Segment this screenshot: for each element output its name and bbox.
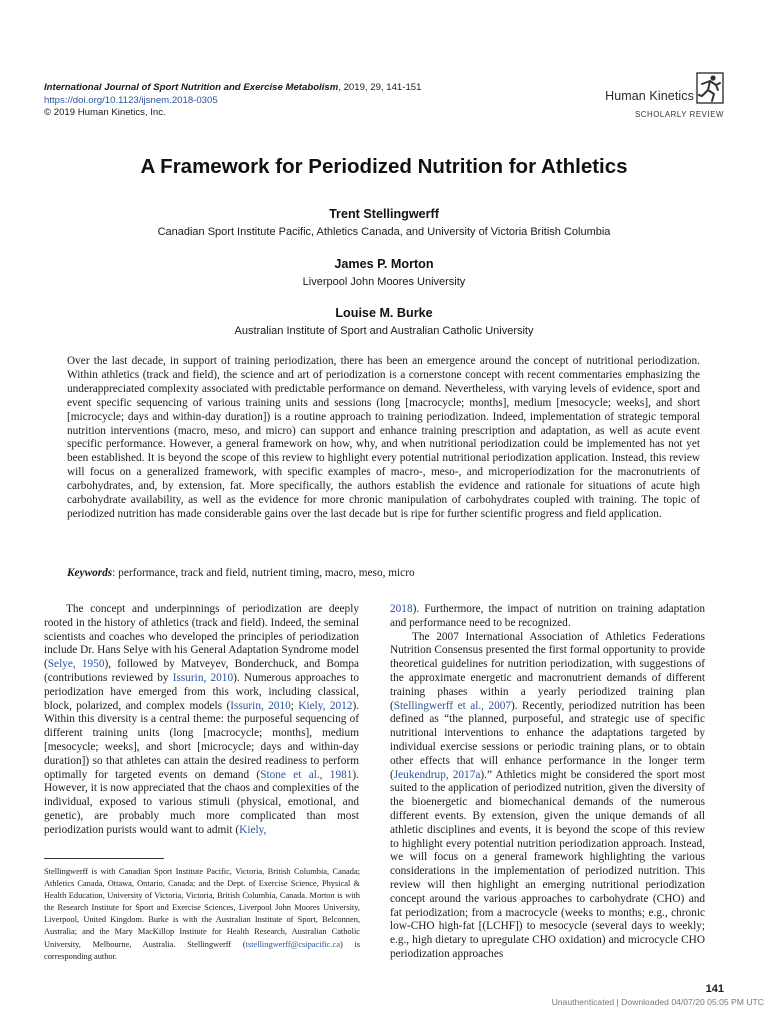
text-run: ). Numerous approaches to periodization have emerged from this work, including classical, block, polarized, and complex models ( — [44, 671, 359, 712]
text-run: ), followed by Matveyev, Bonderchuck, and Bompa (contributions reviewed by — [44, 658, 359, 684]
text-run: ). Recently, periodized nutrition has been defined as “the planned, purposeful, and strategic use of specific nutritional interventions to enhance the adaptations targeted by individual exercise sessions or periodic training plans, or to obtain other effects that will enhance performance in the longer term ( — [390, 699, 705, 781]
text-run: ). However, it is now appreciated that the chaos and complexities of the individual, exposed to various stimuli (physical, emotional, and genetic), are probably much more complicated than most periodization purists would want to admit ( — [44, 768, 359, 836]
text-run: ). Furthermore, the impact of nutrition on training adaptation and performance need to be recognized. — [390, 603, 705, 629]
article-title: A Framework for Periodized Nutrition for Athletics — [140, 155, 628, 178]
author-name: Louise M. Burke — [335, 306, 433, 320]
download-note: Unauthenticated | Downloaded 04/07/20 05:05 PM UTC — [551, 997, 764, 1007]
keywords-list: : performance, track and field, nutrient timing, macro, meso, micro — [112, 567, 415, 579]
right-column — [390, 603, 705, 962]
abstract: Over the last decade, in support of training periodization, there has been an emergence around the concept of nutritional periodization. Within athletics (track and field), the science and art of periodization is a cornerstone concept with recent commentaries emphasizing the underappreciated complexity associated with predictable performance on demand. Nevertheless, with varying levels of evidence, sport and event specific sequencing of various training units and sessions (long [macrocycle; months], medium [mesocycle; weeks], and short [microcycle; days and within-day duration]) is a routine approach to training periodization. Indeed, implementation of strategic temporal nutrition interventions (macro, meso, and micro) can support and enhance training prescription and adaptation, as well as acute event specific performance. However, a general framework on how, why, and when nutritional periodization could be implemented has not yet been established. It is beyond the scope of this review to highlight every potential nutritional periodization application. Instead, this review will focus on a generalized framework, with specific examples of macro-, meso-, and microperiodization for the macronutrients of carbohydrates, and, by extension, fat. More specifically, the authors establish the evidence and rationale for situations of acute high carbohydrate availability, as well as the evidence for more chronic manipulation of carbohydrates coupled with training. The topic of periodized nutrition has made considerable gains over the last decade but is ripe for further scientific progress and field application. — [67, 355, 700, 520]
text-run: Stellingwerff is with Canadian Sport Institute Pacific, Victoria, British Columbia, Canada; Athletics Canada, Ottawa, Ontario, Canada; and the Dept. of Exercise Science, Physical & Health Education, University of Victoria, Victoria, British Columbia, Canada. Morton is with the Research Institute for Sport and Exercise Sciences, Liverpool John Moores University, Liverpool, United Kingdom. Burke is with the Australian Institute of Sport, Belconnen, Australia; and the Mary MacKillop Institute for Health Research, Australian Catholic University, Melbourne, Australia. Stellingwerff ( — [44, 867, 360, 949]
citation-link[interactable]: Kiely, — [239, 823, 267, 836]
human-kinetics-logo-icon — [696, 72, 724, 104]
journal-header — [44, 82, 421, 120]
citation-link[interactable]: Jeukendrup, 2017a — [393, 768, 481, 781]
author-affiliation: Liverpool John Moores University — [302, 276, 466, 288]
author-footnote — [44, 866, 360, 963]
author-affiliation: Canadian Sport Institute Pacific, Athletics Canada, and University of Victoria British Columbia — [157, 226, 611, 238]
text-run: The 2007 International Association of Athletics Federations Nutrition Consensus presented the first formal opportunity to provide theoretical guidelines for nutrition periodization, with suggestions of the approximate energetic and macronutrient demands of different training phases within a yearly periodized training plan ( — [390, 630, 705, 712]
journal-name: International Journal of Sport Nutrition and Exercise Metabolism — [44, 82, 339, 93]
paragraph — [390, 631, 705, 962]
citation-link[interactable]: Stone et al., 1981 — [260, 768, 353, 781]
keywords-label: Keywords — [67, 567, 113, 579]
email-link[interactable]: tstellingwerff@csipacific.ca — [245, 939, 340, 949]
citation-link[interactable]: Stellingwerff et al., 2007 — [393, 699, 512, 712]
keywords — [67, 567, 700, 579]
publisher-logo — [594, 72, 724, 120]
author-affiliation: Australian Institute of Sport and Australian Catholic University — [234, 325, 534, 337]
author-name: Trent Stellingwerff — [329, 207, 439, 221]
text-run: ). Within this diversity is a central theme: the purposeful sequencing of different training units (long [macrocycle; months], medium [mesocycle; weeks], and short [microcycle; days and within-day duration]) so that athletes can attain the desired readiness to perform optimally for targeted events on demand ( — [44, 699, 360, 781]
paragraph — [390, 603, 705, 631]
text-run: ).” Athletics might be considered the sport most suited to the application of periodized nutrition, given the diversity of the bioenergetic and biomechanical demands of the numerous different events. By extension, given the unique demands of all athletic disciplines and events, it is beyond the scope of this review to highlight every potential nutrition periodization approach. Instead, we will focus on a general framework highlighting the various considerations in the implementation of periodized nutrition. This review will then highlight an emerging nutritional periodization concept around the various approaches to carbohydrate (CHO) and fat periodization; from a macrocycle (weeks to months; e.g., chronic low-CHO high-fat [(LCHF]) to mesocycle (several days to weekly; e.g., high dietary to upregulate CHO oxidation) and microcycle CHO periodization approaches — [390, 768, 705, 960]
publisher-name: Human Kinetics — [605, 89, 694, 103]
citation-link[interactable]: Issurin, 2010 — [230, 699, 291, 712]
text-run: ) is corresponding author. — [44, 939, 360, 961]
citation-link[interactable]: Issurin, 2010 — [172, 671, 234, 684]
journal-volume: , 2019, 29, 141-151 — [338, 82, 422, 93]
copyright: © 2019 Human Kinetics, Inc. — [44, 107, 166, 119]
paragraph — [44, 603, 359, 838]
journal-citation — [44, 82, 421, 95]
citation-link[interactable]: Kiely, 2012 — [298, 699, 353, 712]
text-run: The concept and underpinnings of periodization are deeply rooted in the history of athletics (track and field). Indeed, the seminal scientists and coaches who developed the principles of periodization include Dr. Hans Selye with his General Adaptation Syndrome model ( — [44, 603, 359, 671]
text-run: ; — [290, 699, 299, 712]
citation-link[interactable]: 2018 — [390, 603, 413, 615]
footnote-divider — [44, 858, 164, 859]
author-name: James P. Morton — [334, 257, 434, 271]
citation-link[interactable]: Selye, 1950 — [47, 658, 105, 671]
doi-link[interactable]: https://doi.org/10.1123/ijsnem.2018-0305 — [44, 94, 218, 106]
article-type: SCHOLARLY REVIEW — [634, 110, 724, 119]
left-column — [44, 603, 359, 838]
page-number: 141 — [705, 983, 724, 995]
